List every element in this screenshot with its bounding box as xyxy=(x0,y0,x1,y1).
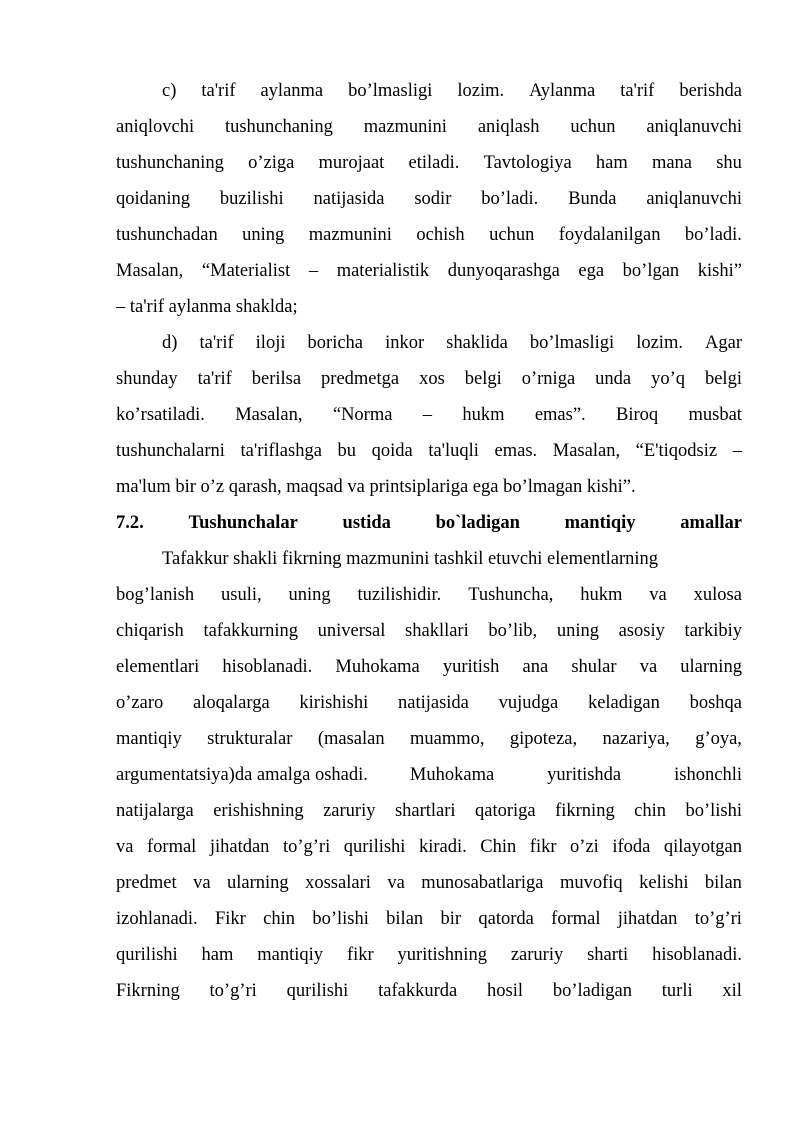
word: shunday xyxy=(116,369,178,389)
word: xos xyxy=(419,369,445,389)
word: elementlari xyxy=(116,657,200,677)
word: hosil xyxy=(487,981,524,1001)
text-line: ma'lum bir o’z qarash, maqsad va printsiplariga ega bo’lmagan kishi”. xyxy=(116,477,636,497)
text-line xyxy=(116,433,742,469)
word: shu xyxy=(716,153,742,173)
word: shartlari xyxy=(394,801,456,821)
word: va xyxy=(649,585,667,605)
word: aniqlash xyxy=(477,117,540,137)
word: musbat xyxy=(688,405,742,425)
word: lozim. xyxy=(457,81,505,101)
word: to’g’ri xyxy=(209,981,257,1001)
word: chiqarish xyxy=(116,621,184,641)
word: to’g’ri xyxy=(694,909,742,929)
word: bog’lanish xyxy=(116,585,195,605)
text-line xyxy=(116,145,742,181)
word: ta'rif xyxy=(201,81,236,101)
word: qurilishi xyxy=(116,945,178,965)
word: sodir xyxy=(414,189,452,209)
word: qilayotgan xyxy=(663,837,742,857)
word: aniqlanuvchi xyxy=(646,117,742,137)
word: ishonchli xyxy=(674,765,742,785)
word: belgi xyxy=(704,369,742,389)
word: nazariya, xyxy=(602,729,670,749)
word: izohlanadi. xyxy=(116,909,198,929)
word: Tushuncha, xyxy=(468,585,554,605)
word: natijasida xyxy=(397,693,469,713)
word: emas”. xyxy=(534,405,586,425)
word: ana xyxy=(522,657,549,677)
word: vujudga xyxy=(498,693,559,713)
word: Fikr xyxy=(215,909,246,929)
word: va xyxy=(193,873,211,893)
word: sharti xyxy=(587,945,629,965)
text-line xyxy=(116,109,742,145)
word: fikr xyxy=(346,945,374,965)
text-line xyxy=(116,361,742,397)
word: natijalarga xyxy=(116,801,194,821)
word: bu xyxy=(337,441,357,461)
word: “E'tiqodsiz xyxy=(635,441,718,461)
text-line xyxy=(116,865,742,901)
word: bo’ladigan xyxy=(552,981,632,1001)
word: o’ziga xyxy=(248,153,295,173)
word: buzilishi xyxy=(219,189,284,209)
word: belgi xyxy=(464,369,502,389)
word: xossalari xyxy=(305,873,371,893)
text-line xyxy=(116,937,742,973)
word: berishda xyxy=(679,81,742,101)
word: – xyxy=(732,441,742,461)
word: – xyxy=(308,261,319,281)
word: strukturalar xyxy=(207,729,293,749)
word: emas. xyxy=(494,441,538,461)
word: tafakkurning xyxy=(203,621,298,641)
word: lozim. xyxy=(636,333,683,353)
word: ta'luqli xyxy=(428,441,479,461)
word: aloqalarga xyxy=(192,693,270,713)
word: mazmunini xyxy=(308,225,392,245)
word: amallar xyxy=(680,513,742,533)
word: yuritishda xyxy=(547,765,622,785)
word: qoida xyxy=(371,441,413,461)
word: bo’lgan xyxy=(622,261,680,281)
word: turli xyxy=(661,981,693,1001)
word: aniqlanuvchi xyxy=(646,189,742,209)
word: hukm xyxy=(462,405,505,425)
word: berilsa xyxy=(251,369,302,389)
text-line xyxy=(116,397,742,433)
word: qatoriga xyxy=(475,801,536,821)
word: ega xyxy=(578,261,605,281)
word: 7.2. xyxy=(116,513,144,533)
word: jihatdan xyxy=(617,909,678,929)
section-heading xyxy=(116,505,742,541)
word: Aylanma xyxy=(529,81,596,101)
document-page xyxy=(116,73,742,1009)
text-line xyxy=(116,685,742,721)
word: kishi” xyxy=(697,261,742,281)
word: o’rniga xyxy=(521,369,576,389)
word: predmet xyxy=(116,873,177,893)
word: ochish xyxy=(416,225,465,245)
word: universal xyxy=(317,621,386,641)
word: gipoteza, xyxy=(509,729,578,749)
word: to’g’ri xyxy=(282,837,331,857)
text-line: – ta'rif aylanma shaklda; xyxy=(116,297,298,317)
word: ifoda xyxy=(612,837,651,857)
word: kiradi. xyxy=(418,837,467,857)
word: shaklida xyxy=(446,333,508,353)
text-segment: argumentatsiya)da amalga oshadi. xyxy=(116,765,368,785)
word: uchun xyxy=(489,225,535,245)
word: formal xyxy=(147,837,197,857)
word: ta'rif xyxy=(197,369,232,389)
word: keladigan xyxy=(587,693,660,713)
word: mantiqiy xyxy=(116,729,182,749)
word: mazmunini xyxy=(363,117,447,137)
text-line xyxy=(116,73,742,109)
word: erishishning xyxy=(213,801,304,821)
word: unda xyxy=(595,369,632,389)
word: Masalan, xyxy=(552,441,621,461)
word: tuzilishidir. xyxy=(357,585,442,605)
word: bo’ladi. xyxy=(684,225,742,245)
word: Fikrning xyxy=(116,981,180,1001)
text-line xyxy=(116,901,742,937)
word: Masalan, xyxy=(235,405,303,425)
word: Agar xyxy=(705,333,742,353)
word: murojaat xyxy=(318,153,385,173)
text-line xyxy=(116,973,742,1009)
word: formal xyxy=(551,909,601,929)
word: o’zi xyxy=(570,837,599,857)
word: fikrning xyxy=(555,801,615,821)
word: mantiqiy xyxy=(257,945,324,965)
word: ularning xyxy=(680,657,742,677)
word: tafakkurda xyxy=(378,981,458,1001)
word: (masalan xyxy=(317,729,385,749)
word: inkor xyxy=(385,333,425,353)
word: “Norma xyxy=(332,405,393,425)
word: ko’rsatiladi. xyxy=(116,405,205,425)
word: aniqlovchi xyxy=(116,117,195,137)
word: uning xyxy=(288,585,331,605)
word: jihatdan xyxy=(209,837,270,857)
word: bo’lmasligi xyxy=(348,81,433,101)
text-line: Tafakkur shakli fikrning mazmunini tashkil etuvchi elementlarning xyxy=(162,549,659,569)
word: Biroq xyxy=(616,405,659,425)
word: etiladi. xyxy=(408,153,460,173)
word: munosabatlariga xyxy=(421,873,544,893)
text-segment xyxy=(410,757,742,793)
word: fikr xyxy=(529,837,557,857)
word: bilan xyxy=(704,873,742,893)
word: foydalanilgan xyxy=(558,225,661,245)
word: predmetga xyxy=(321,369,400,389)
word: hisoblanadi. xyxy=(222,657,313,677)
word: zaruriy xyxy=(510,945,564,965)
word: – xyxy=(422,405,433,425)
word: materialistik xyxy=(336,261,430,281)
text-line xyxy=(116,181,742,217)
word: ham xyxy=(595,153,628,173)
word: g’oya, xyxy=(695,729,742,749)
word: mantiqiy xyxy=(564,513,636,533)
word: shakllari xyxy=(405,621,469,641)
word: mana xyxy=(651,153,693,173)
word: qurilishi xyxy=(286,981,349,1001)
word: bir xyxy=(440,909,462,929)
word: ta'riflashga xyxy=(240,441,322,461)
word: Chin xyxy=(480,837,517,857)
text-line xyxy=(116,649,742,685)
word: uning xyxy=(556,621,599,641)
word: ta'rif xyxy=(199,333,234,353)
word: bo’lmasligi xyxy=(529,333,615,353)
word: boricha xyxy=(307,333,364,353)
word: uning xyxy=(242,225,285,245)
word: Masalan, xyxy=(116,261,184,281)
word: bo’lishi xyxy=(312,909,369,929)
text-line xyxy=(116,721,742,757)
word: asosiy xyxy=(618,621,665,641)
word: zaruriy xyxy=(323,801,376,821)
word: hisoblanadi. xyxy=(652,945,742,965)
word: chin xyxy=(263,909,296,929)
word: xil xyxy=(722,981,742,1001)
word: Muhokama xyxy=(409,765,495,785)
word: boshqa xyxy=(689,693,742,713)
word: tushunchaning xyxy=(224,117,333,137)
word: tushunchadan xyxy=(116,225,218,245)
word: bo’lib, xyxy=(488,621,538,641)
word: qatorda xyxy=(478,909,534,929)
word: Bunda xyxy=(568,189,617,209)
word: Tavtologiya xyxy=(483,153,572,173)
word: dunyoqarashga xyxy=(447,261,560,281)
word: Tushunchalar xyxy=(188,513,298,533)
word: ustida xyxy=(342,513,391,533)
word: ularning xyxy=(227,873,289,893)
word: uchun xyxy=(570,117,616,137)
word: iloji xyxy=(255,333,286,353)
word: usuli, xyxy=(221,585,262,605)
word: qurilishi xyxy=(343,837,406,857)
text-line xyxy=(116,217,742,253)
word: ta'rif xyxy=(620,81,655,101)
word: c) xyxy=(162,81,177,101)
word: chin xyxy=(634,801,667,821)
word: aylanma xyxy=(260,81,324,101)
word: bilan xyxy=(386,909,424,929)
word: Muhokama xyxy=(335,657,420,677)
word: tushunchalarni xyxy=(116,441,225,461)
word: ham xyxy=(201,945,234,965)
text-line xyxy=(116,829,742,865)
word: xulosa xyxy=(693,585,742,605)
word: va xyxy=(116,837,134,857)
word: va xyxy=(387,873,405,893)
word: tushunchaning xyxy=(116,153,224,173)
text-line xyxy=(116,253,742,289)
word: hukm xyxy=(580,585,623,605)
word: tarkibiy xyxy=(684,621,742,641)
word: bo’ladi. xyxy=(481,189,539,209)
text-line xyxy=(116,757,742,793)
word: va xyxy=(639,657,658,677)
text-line xyxy=(116,613,742,649)
text-line xyxy=(116,577,742,613)
word: bo`ladigan xyxy=(435,513,520,533)
word: muvofiq xyxy=(559,873,623,893)
text-line xyxy=(116,793,742,829)
word: kelishi xyxy=(639,873,689,893)
word: bo’lishi xyxy=(685,801,742,821)
word: d) xyxy=(162,333,178,353)
word: yo’q xyxy=(651,369,685,389)
word: shular xyxy=(571,657,617,677)
word: yuritish xyxy=(442,657,500,677)
word: yuritishning xyxy=(397,945,487,965)
word: o’zaro xyxy=(116,693,164,713)
word: “Materialist xyxy=(201,261,291,281)
word: qoidaning xyxy=(116,189,190,209)
word: natijasida xyxy=(313,189,385,209)
word: muammo, xyxy=(409,729,485,749)
word: kirishishi xyxy=(299,693,369,713)
text-line xyxy=(116,325,742,361)
